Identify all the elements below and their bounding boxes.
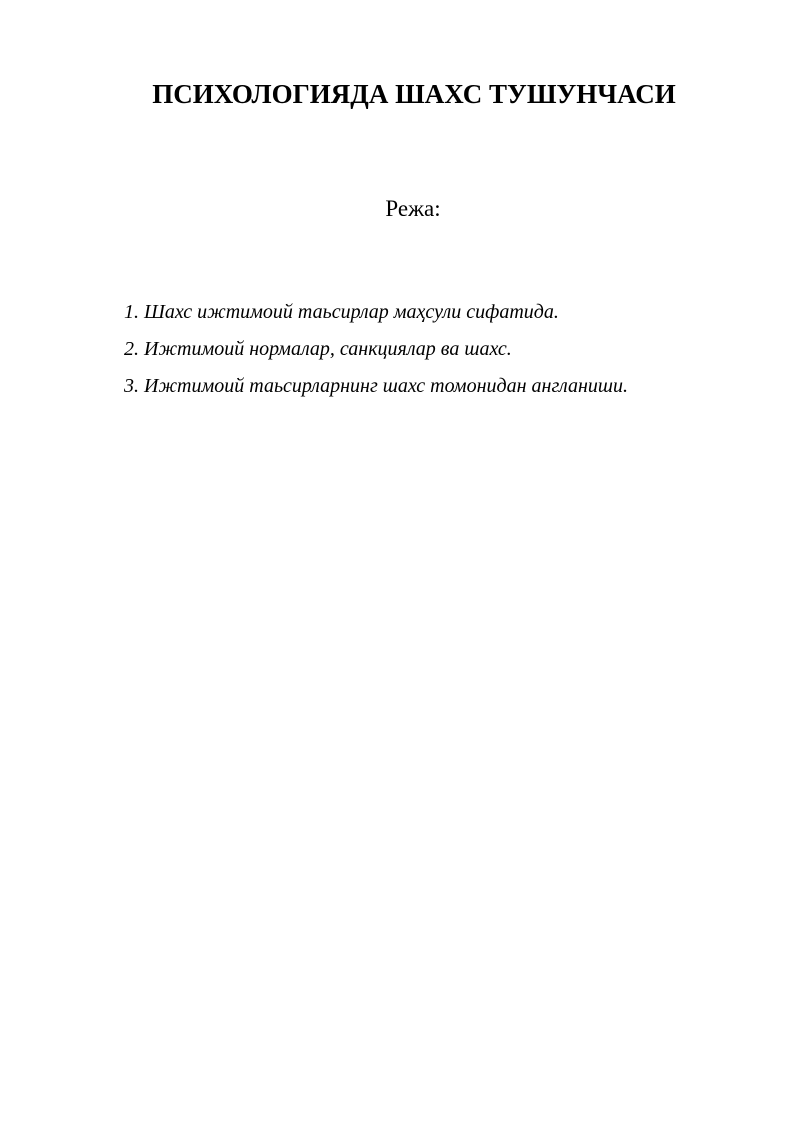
plan-item-1: 1. Шахс ижтимоий таьсирлар маҳсули сифатида. <box>124 301 559 323</box>
plan-list <box>124 298 628 409</box>
plan-item-2: 2. Ижтимоий нормалар, санкциялар ва шахс. <box>124 338 512 360</box>
document-title: ПСИХОЛОГИЯДА ШАХС ТУШУНЧАСИ <box>152 79 676 109</box>
plan-heading: Режа: <box>385 196 441 221</box>
plan-item-3: 3. Ижтимоий таьсирларнинг шахс томонидан англаниши. <box>124 375 628 397</box>
